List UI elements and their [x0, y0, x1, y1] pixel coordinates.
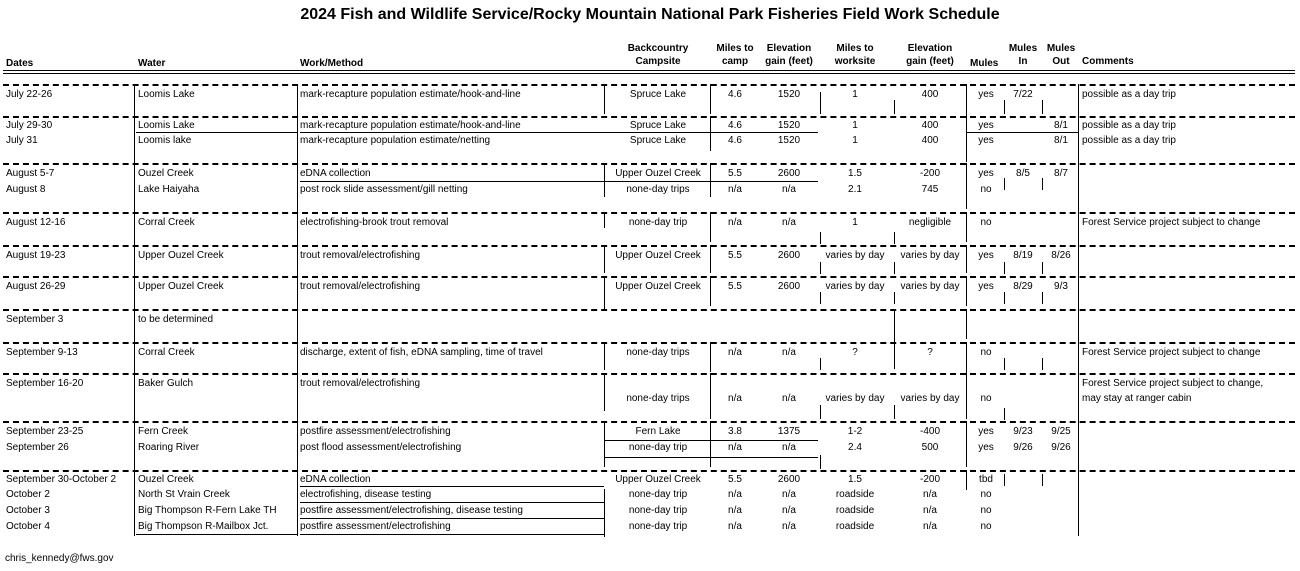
cell-water: Ouzel Creek: [138, 168, 194, 179]
cell-work-method: trout removal/electrofishing: [300, 250, 421, 261]
cell-water: Roaring River: [138, 442, 200, 453]
cell-elevation-camp: 2600: [777, 250, 801, 261]
cell-mules-out: 9/26: [1051, 442, 1071, 453]
row-separator: [3, 421, 1295, 423]
cell-campsite: none-day trips: [626, 184, 690, 195]
cell-campsite: Upper Ouzel Creek: [615, 474, 701, 485]
cell-miles-to-worksite: 1: [852, 135, 858, 146]
cell-comments: possible as a day trip: [1082, 135, 1176, 146]
cell-elevation-camp: 2600: [777, 474, 801, 485]
header-miles-camp: [710, 42, 760, 68]
cell-miles-to-camp: 4.6: [728, 89, 742, 100]
cell-elevation-worksite: ?: [927, 347, 933, 358]
cell-work-method: eDNA collection: [300, 168, 371, 179]
column-divider: [1078, 84, 1079, 536]
cell-date: September 9-13: [6, 347, 78, 358]
cell-comments: Forest Service project subject to change: [1082, 347, 1261, 358]
cell-mules-in: 8/29: [1013, 281, 1033, 292]
cell-water: Corral Creek: [138, 347, 195, 358]
cell-elevation-worksite: 500: [921, 442, 939, 453]
row-separator: [3, 373, 1295, 375]
cell-work-method: post rock slide assessment/gill netting: [300, 184, 468, 195]
cell-miles-to-worksite: varies by day: [825, 281, 885, 292]
cell-miles-to-worksite: 1: [852, 120, 858, 131]
header-comments: Comments: [1082, 56, 1134, 67]
cell-elevation-worksite: 400: [921, 89, 939, 100]
header-mules-in-line2: In: [1018, 56, 1028, 67]
cell-date: September 23-25: [6, 426, 84, 437]
cell-campsite: none-day trip: [628, 521, 688, 532]
column-divider: [894, 309, 895, 369]
cell-miles-to-camp: n/a: [728, 217, 742, 228]
cell-elevation-worksite: -200: [919, 168, 940, 179]
cell-underline: [300, 518, 604, 519]
row-separator: [3, 116, 1295, 118]
cell-mules: yes: [978, 281, 994, 292]
cell-water: Corral Creek: [138, 217, 195, 228]
header-rule-2: [3, 73, 1295, 74]
cell-work-method: post flood assessment/electrofishing: [300, 442, 462, 453]
cell-water: Loomis Lake: [138, 89, 195, 100]
cell-elevation-camp: 1520: [777, 120, 801, 131]
cell-mules: yes: [978, 426, 994, 437]
cell-miles-to-camp: n/a: [728, 442, 742, 453]
cell-elevation-camp: 2600: [777, 281, 801, 292]
cell-mules-in: 7/22: [1013, 89, 1033, 100]
cell-mules-out: 8/1: [1054, 120, 1068, 131]
cell-miles-to-camp: n/a: [728, 184, 742, 195]
cell-comments: possible as a day trip: [1082, 120, 1176, 131]
cell-miles-to-worksite: 1: [852, 89, 858, 100]
column-divider: [1004, 292, 1005, 304]
cell-water: Loomis Lake: [138, 120, 195, 131]
cell-miles-to-worksite: ?: [852, 347, 858, 358]
cell-campsite: Spruce Lake: [629, 120, 687, 131]
cell-mules: tbd: [979, 474, 993, 485]
cell-miles-to-worksite: 1: [852, 217, 858, 228]
column-divider: [820, 455, 821, 469]
cell-comments: possible as a day trip: [1082, 89, 1176, 100]
cell-campsite: Spruce Lake: [629, 89, 687, 100]
cell-work-method: mark-recapture population estimate/netting: [300, 135, 491, 146]
header-miles-site-line1: Miles to: [836, 43, 874, 54]
cell-elevation-worksite: -400: [919, 426, 940, 437]
header-work-method: Work/Method: [300, 58, 364, 69]
cell-date: September 30-October 2: [6, 474, 117, 485]
cell-miles-to-worksite: 1.5: [848, 474, 862, 485]
cell-elevation-camp: n/a: [782, 347, 796, 358]
row-separator: [3, 84, 1295, 86]
cell-mules: yes: [978, 135, 994, 146]
cell-mules: no: [980, 505, 992, 516]
header-miles-site-line2: worksite: [834, 56, 876, 67]
column-divider: [820, 405, 821, 419]
cell-elevation-camp: 1520: [777, 89, 801, 100]
column-divider: [894, 292, 895, 304]
header-water: Water: [138, 58, 166, 69]
cell-miles-to-camp: 5.5: [728, 168, 742, 179]
cell-miles-to-camp: n/a: [728, 347, 742, 358]
column-divider: [894, 232, 895, 244]
cell-miles-to-worksite: 2.4: [848, 442, 862, 453]
cell-elevation-worksite: n/a: [923, 505, 937, 516]
header-elev-camp-line2: gain (feet): [765, 56, 813, 67]
header-mules-in: [1004, 42, 1042, 68]
cell-campsite: none-day trip: [628, 442, 688, 453]
cell-comments: Forest Service project subject to change,: [1082, 378, 1264, 389]
cell-water: Upper Ouzel Creek: [138, 250, 224, 261]
cell-elevation-worksite: -200: [919, 474, 940, 485]
header-miles-camp-line1: Miles to: [716, 43, 754, 54]
header-mules-out-line2: Out: [1052, 56, 1070, 67]
cell-underline: [300, 486, 604, 487]
cell-underline: [136, 132, 297, 133]
cell-date: August 19-23: [6, 250, 66, 261]
cell-elevation-camp: 1520: [777, 135, 801, 146]
cell-mules: no: [980, 217, 992, 228]
cell-date: July 31: [6, 135, 38, 146]
column-divider: [1004, 408, 1005, 420]
header-campsite-line2: Campsite: [635, 56, 681, 67]
cell-campsite: Upper Ouzel Creek: [615, 281, 701, 292]
header-campsite-line1: Backcountry: [627, 43, 689, 54]
header-rule: [3, 70, 1295, 71]
cell-underline: [604, 440, 818, 441]
contact-email: chris_kennedy@fws.gov: [5, 553, 114, 564]
cell-elevation-worksite: varies by day: [900, 281, 960, 292]
header-miles-site: [822, 42, 888, 68]
cell-mules: yes: [978, 250, 994, 261]
cell-mules: no: [980, 393, 992, 404]
cell-comments: Forest Service project subject to change: [1082, 217, 1261, 228]
header-mules-out-line1: Mules: [1046, 43, 1076, 54]
column-divider: [966, 309, 967, 339]
cell-date: July 29-30: [6, 120, 53, 131]
cell-mules-out: 8/7: [1054, 168, 1068, 179]
cell-elevation-camp: 2600: [777, 168, 801, 179]
cell-work-method: eDNA collection: [300, 474, 371, 485]
cell-date: July 22-26: [6, 89, 53, 100]
cell-date: October 4: [6, 521, 50, 532]
cell-mules: no: [980, 489, 992, 500]
cell-elevation-camp: n/a: [782, 489, 796, 500]
row-separator: [3, 342, 1295, 344]
cell-date: October 3: [6, 505, 50, 516]
cell-miles-to-camp: n/a: [728, 393, 742, 404]
cell-date: September 3: [6, 314, 64, 325]
cell-mules: yes: [978, 168, 994, 179]
column-divider: [604, 373, 605, 411]
column-divider: [1042, 262, 1043, 274]
header-mules-out: [1042, 42, 1080, 68]
cell-comments: may stay at ranger cabin: [1082, 393, 1192, 404]
cell-miles-to-camp: 4.6: [728, 135, 742, 146]
header-elev-camp-line1: Elevation: [766, 43, 812, 54]
cell-miles-to-camp: 5.5: [728, 474, 742, 485]
cell-date: September 26: [6, 442, 69, 453]
column-divider: [1042, 100, 1043, 114]
cell-water: Loomis lake: [138, 135, 192, 146]
cell-elevation-camp: n/a: [782, 521, 796, 532]
column-divider: [297, 84, 298, 536]
header-elev-site-line1: Elevation: [907, 43, 953, 54]
cell-mules-in: 8/19: [1013, 250, 1033, 261]
cell-underline: [604, 181, 818, 182]
cell-campsite: none-day trips: [626, 393, 690, 404]
cell-water: Ouzel Creek: [138, 474, 194, 485]
cell-elevation-worksite: varies by day: [900, 393, 960, 404]
cell-elevation-worksite: n/a: [923, 521, 937, 532]
column-divider: [1004, 358, 1005, 370]
header-mules: Mules: [970, 58, 999, 69]
cell-mules-out: 9/25: [1051, 426, 1071, 437]
cell-elevation-worksite: n/a: [923, 489, 937, 500]
row-separator: [3, 309, 1295, 311]
header-dates: Dates: [6, 58, 34, 69]
cell-mules: yes: [978, 89, 994, 100]
row-separator: [3, 163, 1295, 165]
cell-campsite: Spruce Lake: [629, 135, 687, 146]
cell-water: to be determined: [138, 314, 214, 325]
row-separator: [3, 245, 1295, 247]
row-separator: [3, 276, 1295, 278]
cell-campsite: none-day trips: [626, 347, 690, 358]
cell-underline: [300, 181, 604, 182]
header-miles-camp-line2: camp: [721, 56, 749, 67]
column-divider: [1042, 474, 1043, 486]
cell-elevation-worksite: 400: [921, 120, 939, 131]
cell-date: August 12-16: [6, 217, 66, 228]
cell-elevation-worksite: negligible: [908, 217, 952, 228]
cell-campsite: Upper Ouzel Creek: [615, 168, 701, 179]
column-divider: [894, 405, 895, 419]
cell-mules-in: 8/5: [1016, 168, 1030, 179]
cell-work-method: trout removal/electrofishing: [300, 281, 421, 292]
cell-elevation-camp: n/a: [782, 393, 796, 404]
cell-miles-to-worksite: roadside: [835, 505, 875, 516]
cell-miles-to-camp: 5.5: [728, 250, 742, 261]
header-mules-in-line1: Mules: [1008, 43, 1038, 54]
cell-work-method: trout removal/electrofishing: [300, 378, 421, 389]
header-elev-site-line2: gain (feet): [906, 56, 954, 67]
cell-miles-to-camp: n/a: [728, 505, 742, 516]
cell-work-method: electrofishing-brook trout removal: [300, 217, 449, 228]
cell-work-method: postfire assessment/electrofishing: [300, 521, 451, 532]
cell-water: Lake Haiyaha: [138, 184, 200, 195]
cell-elevation-worksite: 745: [921, 184, 939, 195]
cell-water: Baker Gulch: [138, 378, 194, 389]
column-divider: [820, 262, 821, 274]
page-title: 2024 Fish and Wildlife Service/Rocky Mountain National Park Fisheries Field Work Schedule: [300, 6, 1000, 23]
cell-miles-to-camp: n/a: [728, 521, 742, 532]
cell-water: Upper Ouzel Creek: [138, 281, 224, 292]
cell-underline: [966, 132, 1078, 133]
cell-mules: no: [980, 347, 992, 358]
cell-underline: [136, 534, 297, 535]
header-campsite: [604, 42, 712, 68]
cell-work-method: electrofishing, disease testing: [300, 489, 432, 500]
cell-miles-to-worksite: roadside: [835, 521, 875, 532]
column-divider: [820, 92, 821, 114]
column-divider: [1004, 262, 1005, 274]
cell-miles-to-worksite: 2.1: [848, 184, 862, 195]
row-separator: [3, 470, 1295, 472]
cell-work-method: mark-recapture population estimate/hook-and-line: [300, 89, 521, 100]
cell-underline: [300, 534, 604, 535]
cell-underline: [300, 132, 604, 133]
cell-elevation-camp: n/a: [782, 217, 796, 228]
cell-underline: [710, 132, 818, 133]
cell-miles-to-worksite: roadside: [835, 489, 875, 500]
cell-water: Fern Creek: [138, 426, 189, 437]
cell-work-method: postfire assessment/electrofishing: [300, 426, 451, 437]
cell-miles-to-camp: 4.6: [728, 120, 742, 131]
cell-water: Big Thompson R-Mailbox Jct.: [138, 521, 269, 532]
column-divider: [894, 100, 895, 114]
cell-work-method: postfire assessment/electrofishing, disease testing: [300, 505, 523, 516]
cell-miles-to-worksite: varies by day: [825, 250, 885, 261]
cell-miles-to-camp: n/a: [728, 489, 742, 500]
row-separator: [3, 212, 1295, 214]
cell-campsite: Upper Ouzel Creek: [615, 250, 701, 261]
column-divider: [820, 292, 821, 304]
cell-date: August 5-7: [6, 168, 55, 179]
cell-miles-to-camp: 5.5: [728, 281, 742, 292]
cell-underline: [604, 457, 818, 458]
cell-mules-in: 9/26: [1013, 442, 1033, 453]
cell-elevation-camp: 1375: [777, 426, 801, 437]
cell-elevation-camp: n/a: [782, 184, 796, 195]
cell-underline: [604, 132, 710, 133]
cell-campsite: none-day trip: [628, 505, 688, 516]
cell-mules-out: 8/26: [1051, 250, 1071, 261]
cell-underline: [300, 502, 604, 503]
cell-mules-in: 9/23: [1013, 426, 1033, 437]
cell-miles-to-worksite: 1.5: [848, 168, 862, 179]
cell-work-method: discharge, extent of fish, eDNA sampling, time of travel: [300, 347, 543, 358]
cell-elevation-worksite: varies by day: [900, 250, 960, 261]
cell-date: October 2: [6, 489, 50, 500]
header-elev-camp: [758, 42, 820, 68]
cell-miles-to-worksite: 1-2: [847, 426, 863, 437]
cell-elevation-camp: n/a: [782, 442, 796, 453]
column-divider: [1004, 100, 1005, 114]
cell-miles-to-camp: 3.8: [728, 426, 742, 437]
column-divider: [820, 358, 821, 370]
column-divider: [1042, 292, 1043, 304]
cell-campsite: Fern Lake: [635, 426, 681, 437]
column-divider: [1042, 358, 1043, 370]
cell-date: August 26-29: [6, 281, 66, 292]
cell-campsite: none-day trip: [628, 217, 688, 228]
cell-mules: no: [980, 184, 992, 195]
cell-water: Big Thompson R-Fern Lake TH: [138, 505, 277, 516]
cell-date: August 8: [6, 184, 46, 195]
cell-campsite: none-day trip: [628, 489, 688, 500]
cell-elevation-camp: n/a: [782, 505, 796, 516]
cell-miles-to-worksite: varies by day: [825, 393, 885, 404]
cell-mules: yes: [978, 120, 994, 131]
cell-mules-out: 9/3: [1054, 281, 1068, 292]
column-divider: [894, 262, 895, 274]
cell-date: September 16-20: [6, 378, 84, 389]
cell-mules: no: [980, 521, 992, 532]
header-elev-site: [894, 42, 966, 68]
cell-water: North St Vrain Creek: [138, 489, 230, 500]
cell-elevation-worksite: 400: [921, 135, 939, 146]
column-divider: [820, 232, 821, 244]
cell-mules-out: 8/1: [1054, 135, 1068, 146]
cell-work-method: mark-recapture population estimate/hook-and-line: [300, 120, 521, 131]
cell-mules: yes: [978, 442, 994, 453]
column-divider: [134, 84, 135, 536]
